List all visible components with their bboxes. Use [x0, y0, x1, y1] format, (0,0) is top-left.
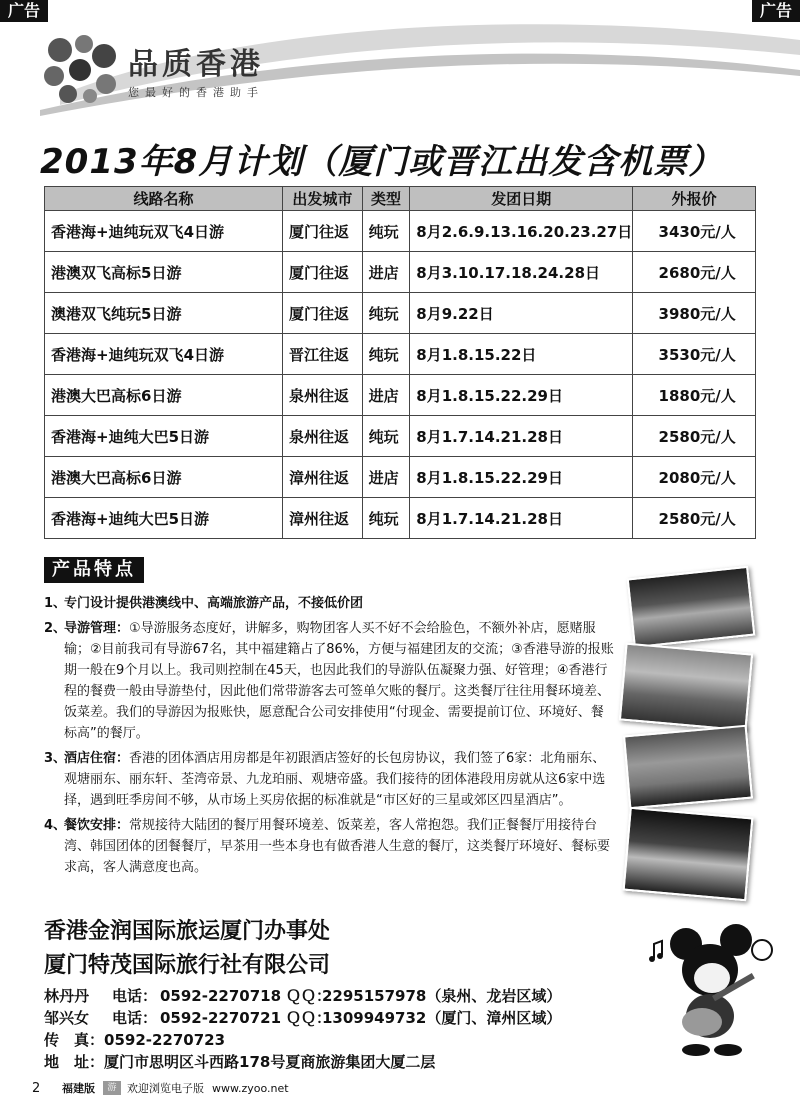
tour-type: 进店	[362, 457, 410, 498]
aquarium-photo	[623, 725, 753, 810]
fax-label: 传 真：	[44, 1031, 105, 1049]
price: 2580元/人	[633, 416, 756, 457]
features-heading: 产品特点	[44, 557, 144, 583]
page-footer	[0, 1076, 800, 1100]
header-price: 外报价	[633, 187, 756, 211]
route-name: 香港海+迪纯大巴5日游	[45, 416, 283, 457]
features-list	[44, 593, 614, 882]
feature-number: 4、	[44, 818, 67, 833]
tour-type: 进店	[362, 375, 410, 416]
table-header-row	[45, 187, 756, 211]
price: 2080元/人	[633, 457, 756, 498]
phone-label: 电话：	[112, 987, 158, 1005]
feature-label: 酒店住宿：	[64, 751, 130, 766]
table-row	[45, 457, 756, 498]
departure-dates: 8月2.6.9.13.16.20.23.27日	[410, 211, 633, 252]
departure-city: 泉州往返	[283, 375, 363, 416]
company-block	[44, 915, 330, 983]
feature-body	[64, 618, 614, 744]
fax-number: 0592-2270723	[104, 1031, 226, 1049]
header-route-name: 线路名称	[45, 187, 283, 211]
qq-number: 2295157978（泉州、龙岩区域）	[322, 987, 562, 1005]
night-show-photo	[623, 807, 754, 901]
header-departure-city: 出发城市	[283, 187, 363, 211]
address-value: 厦门市思明区斗西路178号夏商旅游集团大厦二层	[104, 1053, 436, 1071]
zyoo-badge-icon: 游	[103, 1081, 121, 1095]
price: 3430元/人	[633, 211, 756, 252]
ocean-park-photo	[619, 643, 753, 732]
phone-number: 0592-2270718	[160, 987, 282, 1005]
route-name: 香港海+迪纯玩双飞4日游	[45, 211, 283, 252]
tour-type: 纯玩	[362, 498, 410, 539]
contact-name: 邹兴女	[44, 1009, 90, 1027]
feature-item	[44, 815, 614, 878]
departure-dates: 8月1.7.14.21.28日	[410, 416, 633, 457]
page-title: 2013年8月计划（厦门或晋江出发含机票）	[40, 142, 724, 182]
departure-city: 泉州往返	[283, 416, 363, 457]
brand-logo-icon	[40, 34, 122, 106]
table-row	[45, 211, 756, 252]
table-row	[45, 416, 756, 457]
fax-row	[44, 1029, 561, 1051]
tour-type: 进店	[362, 252, 410, 293]
departure-dates: 8月3.10.17.18.24.28日	[410, 252, 633, 293]
departure-city: 厦门往返	[283, 293, 363, 334]
departure-dates: 8月9.22日	[410, 293, 633, 334]
table-row	[45, 334, 756, 375]
qq-label: ＱＱ：	[286, 1009, 332, 1027]
price: 2580元/人	[633, 498, 756, 539]
address-row	[44, 1051, 561, 1073]
brand-name: 品质香港	[128, 47, 264, 82]
feature-number: 1、	[44, 596, 67, 611]
ad-label-right: 广告	[752, 0, 800, 22]
qq-label: ＱＱ：	[286, 987, 332, 1005]
feature-text: 常规接待大陆团的餐厅用餐环境差、饭菜差，客人常抱怨。我们正餐餐厅用接待台湾、韩国团体的团餐餐厅，早茶用一些本身也有做香港人生意的餐厅，这类餐厅环境好、餐标要求高，客人满意度也高。	[64, 818, 611, 875]
footer-text: 欢迎浏览电子版	[127, 1082, 204, 1095]
header-type: 类型	[362, 187, 410, 211]
feature-label: 导游管理：	[64, 621, 130, 636]
feature-item	[44, 748, 614, 811]
tour-type: 纯玩	[362, 334, 410, 375]
feature-item	[44, 593, 614, 614]
departure-dates: 8月1.8.15.22日	[410, 334, 633, 375]
feature-body	[64, 815, 614, 878]
feature-text: ①导游服务态度好，讲解多，购物团客人买不好不会给脸色，不额外补店，愿赌服输；②目前我司有导游67名，其中福建籍占了86%，方便与福建团友的交流；③香港导游的报账期一般在9个月以上。我司则控制在45天，也因此我们的导游队伍凝聚力强、好管理；④香港行程的餐费一般由导游垫付，因此他们常带游客去可签单欠账的餐厅。这类餐厅往往用餐环境差、饭菜差。我们的导游因为报账快，愿意配合公司安排使用“付现金、需要提前订位、环境好、餐标高”的餐厅。	[64, 621, 614, 741]
feature-label: 专门设计提供港澳线中、高端旅游产品，不接低价团	[64, 596, 364, 611]
departure-dates: 8月1.7.14.21.28日	[410, 498, 633, 539]
footer-url[interactable]: www.zyoo.net	[212, 1081, 289, 1095]
route-name: 港澳双飞高标5日游	[45, 252, 283, 293]
feature-label: 餐饮安排：	[64, 818, 130, 833]
feature-item	[44, 618, 614, 744]
contact-name: 林丹丹	[44, 987, 90, 1005]
mickey-guitar-icon	[640, 918, 780, 1058]
departure-city: 漳州往返	[283, 498, 363, 539]
departure-city: 漳州往返	[283, 457, 363, 498]
tour-type: 纯玩	[362, 211, 410, 252]
price: 2680元/人	[633, 252, 756, 293]
table-row	[45, 293, 756, 334]
price: 3980元/人	[633, 293, 756, 334]
price: 1880元/人	[633, 375, 756, 416]
phone-label: 电话：	[112, 1009, 158, 1027]
tour-type: 纯玩	[362, 293, 410, 334]
contact-row	[44, 985, 561, 1007]
departure-city: 厦门往返	[283, 211, 363, 252]
contacts-block	[44, 985, 561, 1073]
header-dates: 发团日期	[410, 187, 633, 211]
departure-dates: 8月1.8.15.22.29日	[410, 457, 633, 498]
company-name-2: 厦门特茂国际旅行社有限公司	[44, 953, 331, 978]
feature-number: 2、	[44, 621, 67, 636]
brand-block	[128, 48, 264, 100]
table-row	[45, 375, 756, 416]
castle-photo	[627, 566, 756, 648]
brand-slogan: 您最好的香港助手	[128, 86, 264, 99]
phone-number: 0592-2270721	[160, 1009, 282, 1027]
page-number: 2	[32, 1080, 41, 1096]
route-name: 澳港双飞纯玩5日游	[45, 293, 283, 334]
departure-city: 晋江往返	[283, 334, 363, 375]
departure-city: 厦门往返	[283, 252, 363, 293]
ad-label-left: 广告	[0, 0, 48, 22]
route-name: 香港海+迪纯玩双飞4日游	[45, 334, 283, 375]
table-row	[45, 498, 756, 539]
table-row	[45, 252, 756, 293]
tour-type: 纯玩	[362, 416, 410, 457]
edition-label: 福建版	[62, 1082, 95, 1095]
feature-body	[64, 748, 614, 811]
qq-number: 1309949732（厦门、漳州区域）	[322, 1009, 562, 1027]
route-name: 港澳大巴高标6日游	[45, 457, 283, 498]
address-label: 地 址：	[44, 1053, 105, 1071]
price: 3530元/人	[633, 334, 756, 375]
route-name: 香港海+迪纯大巴5日游	[45, 498, 283, 539]
feature-number: 3、	[44, 751, 67, 766]
contact-row	[44, 1007, 561, 1029]
departure-dates: 8月1.8.15.22.29日	[410, 375, 633, 416]
feature-text: 香港的团体酒店用房都是年初跟酒店签好的长包房协议，我们签了6家：北角丽东、观塘丽东、丽东轩、荃湾帝景、九龙珀丽、观塘帝盛。我们接待的团体港段用房就从这6家中选择，遇到旺季房间不够，从市场上买房依据的标准就是“市区好的三星或郊区四星酒店”。	[64, 751, 606, 808]
company-name-1: 香港金润国际旅运厦门办事处	[44, 919, 331, 944]
route-name: 港澳大巴高标6日游	[45, 375, 283, 416]
route-price-table	[44, 186, 756, 539]
